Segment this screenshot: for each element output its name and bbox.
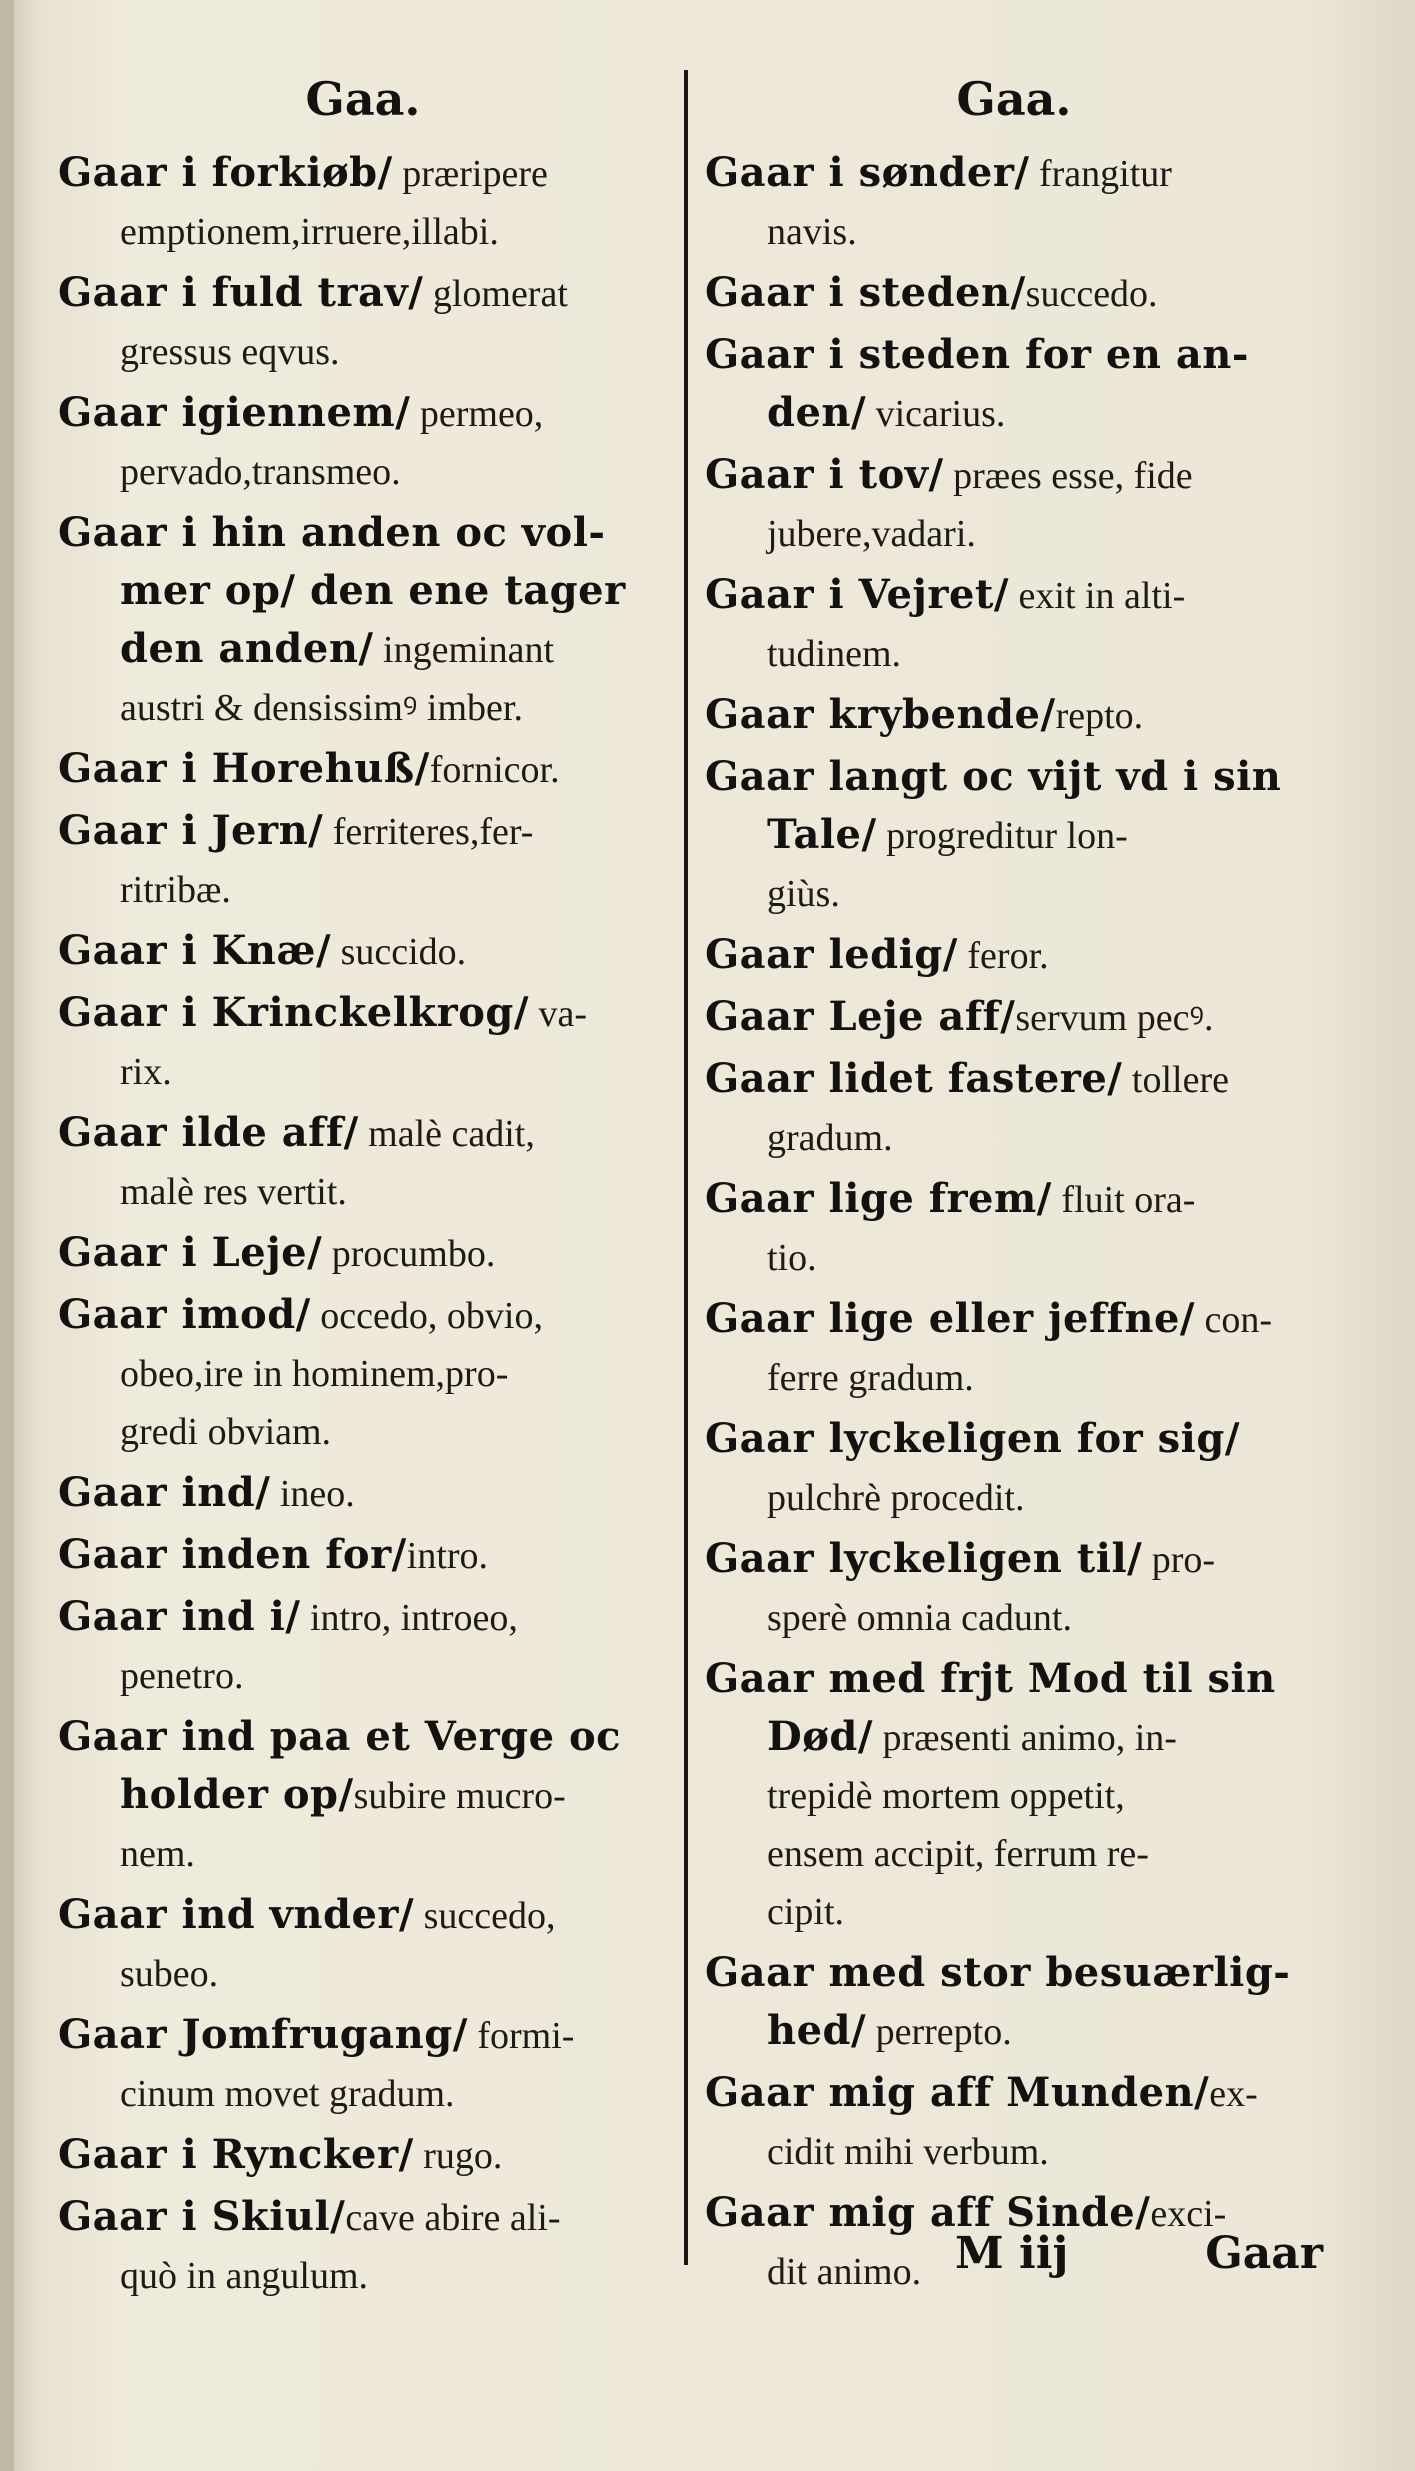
- entry-continuation: [705, 1708, 1323, 1766]
- danish-headword: Gaar ind vnder/: [58, 1891, 415, 1938]
- entry-continuation: [58, 2246, 668, 2304]
- left-entry-list: [58, 144, 668, 2304]
- danish-headword: Gaar lidet fastere/: [705, 1055, 1123, 1102]
- latin-gloss: ingeminant: [373, 629, 555, 671]
- entry-continuation: [58, 562, 668, 620]
- entry-continuation: [58, 202, 668, 260]
- dictionary-entry: [58, 144, 668, 260]
- entry-headline: [705, 326, 1323, 384]
- latin-gloss: malè cadit,: [358, 1113, 535, 1155]
- latin-gloss: formi-: [467, 2015, 575, 2057]
- dictionary-entry: [58, 2006, 668, 2122]
- latin-gloss: ritribæ.: [120, 869, 231, 911]
- latin-gloss: trepidè mortem oppetit,: [767, 1775, 1125, 1817]
- danish-headword: Gaar i Leje/: [58, 1229, 323, 1276]
- danish-headword: Gaar ilde aff/: [58, 1109, 359, 1156]
- dictionary-entry: [58, 1286, 668, 1460]
- dictionary-entry: [58, 1526, 668, 1584]
- dictionary-entry: [705, 1290, 1323, 1406]
- entry-continuation: [58, 1344, 668, 1402]
- danish-headword: Gaar mig aff Sinde/: [705, 2189, 1151, 2236]
- latin-gloss: procumbo.: [322, 1233, 496, 1275]
- right-running-header: Gaa.: [956, 72, 1072, 126]
- column-divider: [684, 70, 688, 2265]
- latin-gloss: exci-: [1150, 2193, 1227, 2235]
- entry-headline: [58, 2126, 668, 2184]
- latin-gloss: perrepto.: [866, 2011, 1012, 2053]
- right-column: [705, 60, 1323, 2304]
- entry-continuation: [705, 1588, 1323, 1646]
- latin-gloss: pulchrè procedit.: [767, 1477, 1025, 1519]
- entry-headline: [58, 1708, 668, 1766]
- latin-gloss: ex-: [1209, 2073, 1258, 2115]
- latin-gloss: intro.: [406, 1535, 489, 1577]
- entry-continuation: [58, 1042, 668, 1100]
- dictionary-entry: [58, 802, 668, 918]
- danish-headword: Gaar i forkiøb/: [58, 149, 393, 196]
- dictionary-entry: [705, 926, 1323, 984]
- dictionary-entry: [705, 446, 1323, 562]
- entry-headline: [58, 1886, 668, 1944]
- danish-headword: Gaar krybende/: [705, 691, 1056, 738]
- dictionary-entry: [705, 748, 1323, 922]
- dictionary-entry: [705, 1650, 1323, 1940]
- entry-headline: [58, 144, 668, 202]
- entry-headline: [705, 1650, 1323, 1708]
- latin-gloss: progreditur lon-: [876, 815, 1128, 857]
- latin-gloss: permeo,: [410, 393, 544, 435]
- latin-gloss: emptionem,irruere,illabi.: [120, 211, 499, 253]
- danish-headword: Gaar ind paa et Verge oc: [58, 1713, 622, 1760]
- entry-headline: [705, 1410, 1323, 1468]
- danish-headword: mer op/ den ene tager: [120, 567, 626, 614]
- entry-headline: [58, 740, 668, 798]
- dictionary-entry: [705, 1944, 1323, 2060]
- dictionary-entry: [58, 264, 668, 380]
- latin-gloss: occedo, obvio,: [310, 1295, 543, 1337]
- danish-headword: Gaar ind/: [58, 1469, 271, 1516]
- entry-continuation: [58, 620, 668, 678]
- dictionary-entry: [58, 504, 668, 736]
- entry-continuation: [705, 2122, 1323, 2180]
- entry-continuation: [58, 1944, 668, 2002]
- entry-headline: [58, 2188, 668, 2246]
- dictionary-entry: [58, 984, 668, 1100]
- danish-headword: Gaar i Knæ/: [58, 927, 332, 974]
- latin-gloss: cipit.: [767, 1891, 845, 1933]
- entry-continuation: [58, 1646, 668, 1704]
- danish-headword: Gaar lige eller jeffne/: [705, 1295, 1195, 1342]
- page-gutter: [0, 0, 14, 2471]
- entry-headline: [705, 748, 1323, 806]
- left-running-header: Gaa.: [305, 72, 421, 126]
- entry-headline: [58, 1104, 668, 1162]
- danish-headword: hed/: [767, 2007, 867, 2054]
- danish-headword: Gaar imod/: [58, 1291, 311, 1338]
- danish-headword: Gaar i Vejret/: [705, 571, 1010, 618]
- entry-continuation: [705, 624, 1323, 682]
- latin-gloss: fluit ora-: [1051, 1179, 1196, 1221]
- danish-headword: Gaar lige frem/: [705, 1175, 1052, 1222]
- danish-headword: Gaar Leje aff/: [705, 993, 1016, 1040]
- danish-headword: Gaar i Horehuß/: [58, 745, 430, 792]
- danish-headword: Gaar i Krinckelkrog/: [58, 989, 529, 1036]
- entry-continuation: [705, 1824, 1323, 1882]
- danish-headword: Gaar i sønder/: [705, 149, 1030, 196]
- danish-headword: Tale/: [767, 811, 877, 858]
- dictionary-entry: [58, 1708, 668, 1882]
- latin-gloss: fornicor.: [429, 749, 560, 791]
- danish-headword: Gaar Jomfrugang/: [58, 2011, 468, 2058]
- latin-gloss: malè res vertit.: [120, 1171, 347, 1213]
- latin-gloss: quò in angulum.: [120, 2255, 369, 2297]
- entry-headline: [58, 1224, 668, 1282]
- latin-gloss: tio.: [767, 1237, 817, 1279]
- dictionary-entry: [58, 2188, 668, 2304]
- entry-headline: [58, 984, 668, 1042]
- latin-gloss: ferre gradum.: [767, 1357, 974, 1399]
- entry-continuation: [705, 1882, 1323, 1940]
- danish-headword: Gaar ledig/: [705, 931, 958, 978]
- latin-gloss: tudinem.: [767, 633, 902, 675]
- dictionary-entry: [705, 988, 1323, 1046]
- entry-continuation: [58, 2064, 668, 2122]
- danish-headword: Gaar mig aff Munden/: [705, 2069, 1210, 2116]
- dictionary-entry: [705, 1050, 1323, 1166]
- dictionary-entry: [705, 686, 1323, 744]
- right-entry-list: [705, 144, 1323, 2300]
- latin-gloss: cidit mihi verbum.: [767, 2131, 1049, 2173]
- entry-headline: [705, 926, 1323, 984]
- danish-headword: Gaar igiennem/: [58, 389, 411, 436]
- latin-gloss: succido.: [331, 931, 467, 973]
- latin-gloss: subeo.: [120, 1953, 219, 1995]
- dictionary-entry: [705, 264, 1323, 322]
- danish-headword: Gaar inden for/: [58, 1531, 407, 1578]
- danish-headword: Gaar med frjt Mod til sin: [705, 1655, 1276, 1702]
- danish-headword: Gaar med stor besuærlig-: [705, 1949, 1291, 1996]
- entry-headline: [58, 504, 668, 562]
- entry-headline: [705, 566, 1323, 624]
- latin-gloss: gressus eqvus.: [120, 331, 340, 373]
- entry-headline: [705, 1170, 1323, 1228]
- entry-headline: [58, 802, 668, 860]
- latin-gloss: jubere,vadari.: [767, 513, 976, 555]
- dictionary-entry: [705, 144, 1323, 260]
- danish-headword: Gaar ind i/: [58, 1593, 301, 1640]
- dictionary-entry: [58, 2126, 668, 2184]
- entry-headline: [705, 144, 1323, 202]
- latin-gloss: cinum movet gradum.: [120, 2073, 455, 2115]
- latin-gloss: con-: [1195, 1299, 1273, 1341]
- dictionary-entry: [705, 1530, 1323, 1646]
- entry-headline: [705, 1050, 1323, 1108]
- entry-headline: [58, 1526, 668, 1584]
- catchword: Gaar: [1205, 2228, 1323, 2279]
- dictionary-entry: [58, 1464, 668, 1522]
- entry-continuation: [705, 1348, 1323, 1406]
- entry-continuation: [58, 322, 668, 380]
- entry-headline: [58, 384, 668, 442]
- entry-continuation: [705, 384, 1323, 442]
- latin-gloss: intro, introeo,: [300, 1597, 518, 1639]
- entry-continuation: [705, 1766, 1323, 1824]
- danish-headword: Gaar i steden/: [705, 269, 1026, 316]
- left-column: [58, 60, 668, 2308]
- entry-continuation: [58, 1766, 668, 1824]
- page-footer: [705, 2228, 1323, 2298]
- entry-continuation: [58, 1824, 668, 1882]
- entry-headline: [705, 988, 1323, 1046]
- latin-gloss: frangitur: [1029, 153, 1172, 195]
- entry-continuation: [705, 1108, 1323, 1166]
- latin-gloss: præes esse, fide: [943, 455, 1193, 497]
- dictionary-entry: [58, 1886, 668, 2002]
- dictionary-entry: [58, 740, 668, 798]
- entry-headline: [58, 1588, 668, 1646]
- dictionary-entry: [705, 326, 1323, 442]
- entry-continuation: [705, 202, 1323, 260]
- danish-headword: Gaar i steden for en an-: [705, 331, 1249, 378]
- danish-headword: den anden/: [120, 625, 374, 672]
- danish-headword: Gaar i Ryncker/: [58, 2131, 414, 2178]
- dictionary-entry: [58, 1104, 668, 1220]
- latin-gloss: austri & densissimꝰ imber.: [120, 687, 523, 729]
- dictionary-entry: [58, 1588, 668, 1704]
- latin-gloss: glomerat: [423, 273, 568, 315]
- latin-gloss: servum pecꝰ.: [1015, 997, 1214, 1039]
- dictionary-entry: [705, 1170, 1323, 1286]
- latin-gloss: obeo,ire in hominem,pro-: [120, 1353, 509, 1395]
- entry-headline: [705, 1290, 1323, 1348]
- entry-continuation: [705, 504, 1323, 562]
- dictionary-entry: [705, 566, 1323, 682]
- latin-gloss: gredi obviam.: [120, 1411, 332, 1453]
- latin-gloss: penetro.: [120, 1655, 244, 1697]
- danish-headword: Gaar lyckeligen for sig/: [705, 1415, 1240, 1462]
- latin-gloss: sperè omnia cadunt.: [767, 1597, 1072, 1639]
- entry-headline: [705, 1530, 1323, 1588]
- dictionary-entry: [58, 384, 668, 500]
- latin-gloss: succedo,: [414, 1895, 556, 1937]
- entry-continuation: [705, 806, 1323, 864]
- latin-gloss: vicarius.: [866, 393, 1006, 435]
- entry-continuation: [58, 1162, 668, 1220]
- latin-gloss: nem.: [120, 1833, 195, 1875]
- latin-gloss: pervado,transmeo.: [120, 451, 401, 493]
- latin-gloss: præripere: [392, 153, 548, 195]
- danish-headword: Gaar i fuld trav/: [58, 269, 424, 316]
- entry-headline: [58, 922, 668, 980]
- entry-continuation: [705, 1228, 1323, 1286]
- danish-headword: Gaar i Jern/: [58, 807, 324, 854]
- latin-gloss: rugo.: [413, 2135, 503, 2177]
- entry-continuation: [705, 2002, 1323, 2060]
- latin-gloss: rix.: [120, 1051, 172, 1093]
- danish-headword: Død/: [767, 1713, 873, 1760]
- latin-gloss: repto.: [1055, 695, 1144, 737]
- entry-headline: [58, 1464, 668, 1522]
- dictionary-entry: [705, 2064, 1323, 2180]
- entry-continuation: [58, 860, 668, 918]
- latin-gloss: gradum.: [767, 1117, 893, 1159]
- danish-headword: Gaar i tov/: [705, 451, 944, 498]
- danish-headword: Gaar lyckeligen til/: [705, 1535, 1143, 1582]
- signature-mark: M iij: [955, 2228, 1069, 2279]
- latin-gloss: subire mucro-: [353, 1775, 566, 1817]
- entry-continuation: [705, 1468, 1323, 1526]
- danish-headword: Gaar i Skiul/: [58, 2193, 346, 2240]
- entry-headline: [58, 264, 668, 322]
- danish-headword: den/: [767, 389, 867, 436]
- latin-gloss: ineo.: [270, 1473, 355, 1515]
- latin-gloss: succedo.: [1025, 273, 1158, 315]
- danish-headword: Gaar i hin anden oc vol-: [58, 509, 606, 556]
- latin-gloss: ensem accipit, ferrum re-: [767, 1833, 1149, 1875]
- latin-gloss: exit in alti-: [1009, 575, 1186, 617]
- entry-headline: [705, 446, 1323, 504]
- latin-gloss: dit animo.: [767, 2251, 922, 2293]
- entry-headline: [705, 1944, 1323, 2002]
- latin-gloss: ferriteres,fer-: [323, 811, 534, 853]
- dictionary-entry: [58, 1224, 668, 1282]
- entry-headline: [705, 2064, 1323, 2122]
- dictionary-entry: [705, 1410, 1323, 1526]
- latin-gloss: giùs.: [767, 873, 840, 915]
- latin-gloss: tollere: [1122, 1059, 1229, 1101]
- latin-gloss: cave abire ali-: [345, 2197, 561, 2239]
- danish-headword: Gaar langt oc vijt vd i sin: [705, 753, 1282, 800]
- entry-headline: [705, 264, 1323, 322]
- entry-continuation: [705, 864, 1323, 922]
- danish-headword: holder op/: [120, 1771, 354, 1818]
- dictionary-entry: [58, 922, 668, 980]
- entry-headline: [58, 1286, 668, 1344]
- entry-continuation: [58, 678, 668, 736]
- entry-headline: [705, 686, 1323, 744]
- entry-headline: [58, 2006, 668, 2064]
- latin-gloss: navis.: [767, 211, 857, 253]
- entry-continuation: [58, 1402, 668, 1460]
- latin-gloss: va-: [529, 993, 588, 1035]
- latin-gloss: pro-: [1142, 1539, 1216, 1581]
- latin-gloss: præsenti animo, in-: [872, 1717, 1177, 1759]
- entry-continuation: [58, 442, 668, 500]
- latin-gloss: feror.: [957, 935, 1049, 977]
